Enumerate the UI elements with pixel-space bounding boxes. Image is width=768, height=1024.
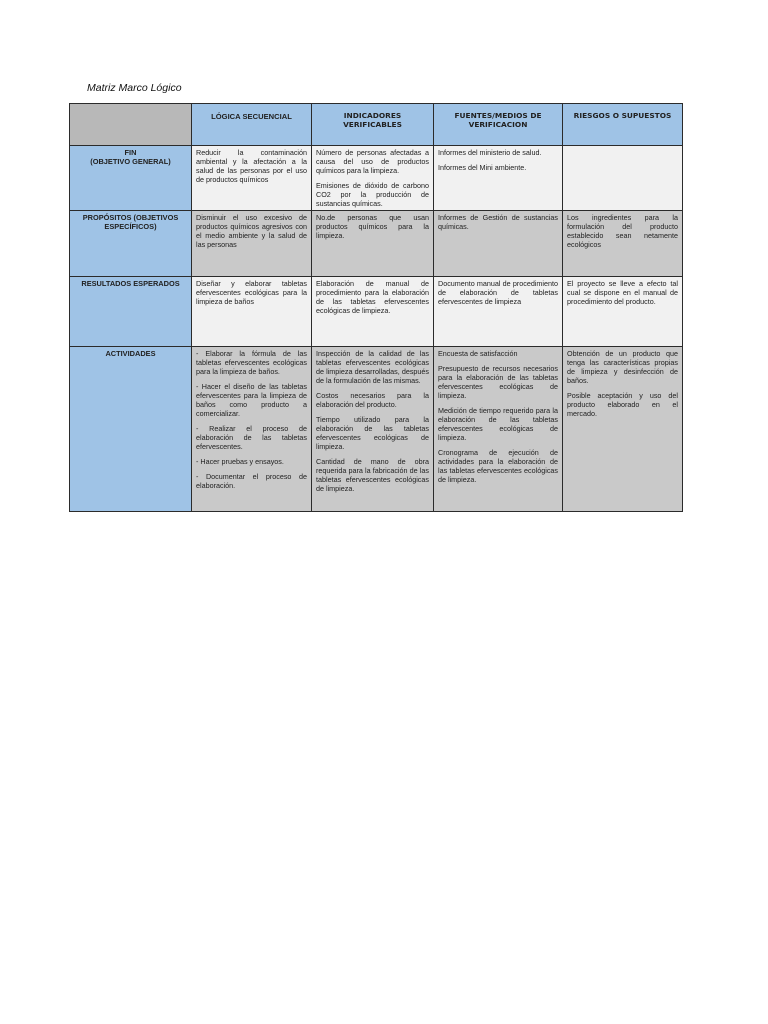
cell-paragraph: Elaboración de manual de procedimiento para la elaboración de las tabletas efervescentes ecológicas de limpieza. bbox=[316, 279, 429, 315]
cell-paragraph: Obtención de un producto que tenga las características propias de limpieza y desinfección de baños. bbox=[567, 349, 678, 385]
cell-paragraph: Tiempo utilizado para la elaboración de las tabletas efervescentes ecológicas de limpieza. bbox=[316, 415, 429, 451]
cell-paragraph: Costos necesarios para la elaboración del producto. bbox=[316, 391, 429, 409]
cell-fuentes bbox=[434, 277, 563, 347]
cell-paragraph: Posible aceptación y uso del producto elaborado en el mercado. bbox=[567, 391, 678, 418]
cell-logica bbox=[192, 347, 312, 512]
cell-fuentes bbox=[434, 211, 563, 277]
table-row bbox=[70, 277, 683, 347]
cell-riesgos bbox=[563, 277, 683, 347]
header-logica-secuencial: LÓGICA SECUENCIAL bbox=[192, 104, 312, 146]
cell-paragraph: Presupuesto de recursos necesarios para la elaboración de las tabletas efervescentes ecológicas de limpieza. bbox=[438, 364, 558, 400]
cell-paragraph: Cantidad de mano de obra requerida para la fabricación de las tabletas efervescentes ecológicas de limpieza. bbox=[316, 457, 429, 493]
table-row bbox=[70, 347, 683, 512]
cell-logica bbox=[192, 211, 312, 277]
cell-fuentes bbox=[434, 146, 563, 211]
cell-fuentes bbox=[434, 347, 563, 512]
cell-logica bbox=[192, 277, 312, 347]
cell-paragraph: Emisiones de dióxido de carbono CO2 por la producción de sustancias químicas. bbox=[316, 181, 429, 208]
cell-paragraph: Informes del Mini ambiente. bbox=[438, 163, 527, 172]
cell-paragraph: Encuesta de satisfacción bbox=[438, 349, 518, 358]
cell-logica bbox=[192, 146, 312, 211]
row-label-fin: FIN (OBJETIVO GENERAL) bbox=[70, 146, 192, 211]
cell-paragraph: Diseñar y elaborar tabletas efervescentes ecológicas para la limpieza de baños bbox=[196, 279, 307, 306]
cell-paragraph: Inspección de la calidad de las tabletas efervescentes ecológicas de limpieza desarrolladas, después de la formulación de las mismas. bbox=[316, 349, 429, 385]
cell-paragraph: Reducir la contaminación ambiental y la afectación a la salud de las personas por el uso de productos químicos bbox=[196, 148, 307, 184]
cell-paragraph: Cronograma de ejecución de actividades para la elaboración de las tabletas efervescentes ecológicas de limpieza. bbox=[438, 448, 558, 484]
cell-paragraph: - Hacer pruebas y ensayos. bbox=[196, 457, 284, 466]
cell-paragraph: - Documentar el proceso de elaboración. bbox=[196, 472, 307, 490]
cell-indicadores bbox=[312, 211, 434, 277]
cell-paragraph: - Elaborar la fórmula de las tabletas efervescentes ecológicas para la limpieza de baños. bbox=[196, 349, 307, 376]
cell-indicadores bbox=[312, 347, 434, 512]
row-label-resultados: RESULTADOS ESPERADOS bbox=[70, 277, 192, 347]
cell-paragraph: - Realizar el proceso de elaboración de las tabletas efervescentes. bbox=[196, 424, 307, 451]
cell-indicadores bbox=[312, 146, 434, 211]
row-label-actividades: ACTIVIDADES bbox=[70, 347, 192, 512]
table-row bbox=[70, 211, 683, 277]
cell-paragraph: Número de personas afectadas a causa del uso de productos químicos para la limpieza. bbox=[316, 148, 429, 175]
cell-paragraph: - Hacer el diseño de las tabletas efervescentes para la limpieza de baños como producto a comercializar. bbox=[196, 382, 307, 418]
row-label-propositos: PROPÓSITOS (OBJETIVOS ESPECÍFICOS) bbox=[70, 211, 192, 277]
cell-paragraph: Disminuir el uso excesivo de productos químicos agresivos con el medio ambiente y la salud de las personas bbox=[196, 213, 307, 249]
document-title: Matriz Marco Lógico bbox=[87, 82, 182, 94]
cell-riesgos bbox=[563, 146, 683, 211]
cell-indicadores bbox=[312, 277, 434, 347]
cell-paragraph: Informes del ministerio de salud. bbox=[438, 148, 542, 157]
cell-paragraph: Los ingredientes para la formulación del producto establecido sean netamente ecológicos bbox=[567, 213, 678, 249]
cell-paragraph: El proyecto se lleve a efecto tal cual se dispone en el manual de procedimiento del producto. bbox=[567, 279, 678, 306]
cell-riesgos bbox=[563, 211, 683, 277]
cell-paragraph: No.de personas que usan productos químicos para la limpieza. bbox=[316, 213, 429, 240]
header-fuentes: FUENTES/MEDIOS DE VERIFICACION bbox=[434, 104, 563, 146]
header-corner bbox=[70, 104, 192, 146]
cell-paragraph: Medición de tiempo requerido para la elaboración de las tabletas efervescentes ecológicas de limpieza. bbox=[438, 406, 558, 442]
cell-paragraph: Documento manual de procedimiento de elaboración de tabletas efervescentes de limpieza bbox=[438, 279, 558, 306]
header-riesgos: RIESGOS O SUPUESTOS bbox=[563, 104, 683, 146]
table-row bbox=[70, 146, 683, 211]
header-indicadores: INDICADORES VERIFICABLES bbox=[312, 104, 434, 146]
cell-riesgos bbox=[563, 347, 683, 512]
cell-paragraph: Informes de Gestión de sustancias químicas. bbox=[438, 213, 558, 231]
logical-framework-matrix bbox=[69, 103, 683, 512]
